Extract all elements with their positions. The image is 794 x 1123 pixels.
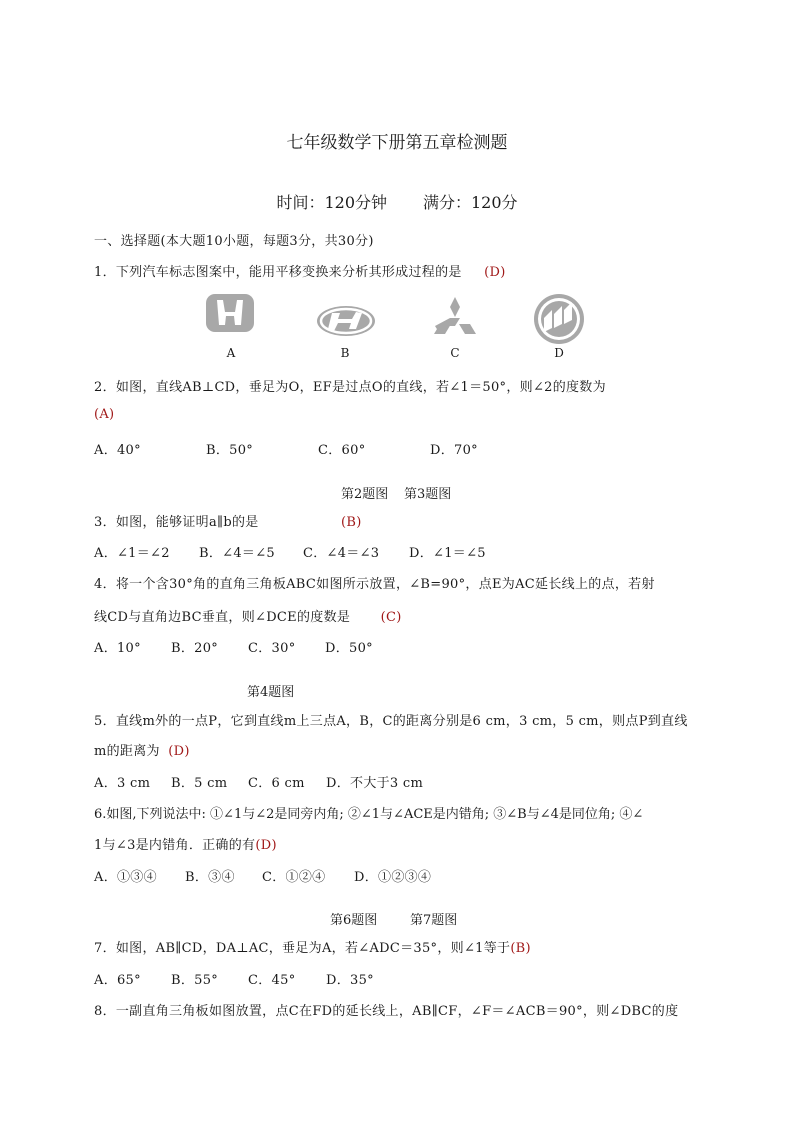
question-text: 线CD与直角边BC垂直，则∠DCE的度数是 [94,610,351,625]
question-7 [94,937,531,956]
answer: (C) [380,610,402,625]
option-a: A．①③④ [94,870,157,885]
option-b: B．5 cm [171,776,228,791]
logo-label-c: C [450,346,460,360]
question-5-line-1: 5．直线m外的一点P，它到直线m上三点A，B，C的距离分别是6 cm，3 cm，5 cm，则点P到直线 [94,714,688,729]
question-text: m的距离为 [94,744,160,759]
figure-caption-4: 第4题图 [247,685,295,700]
answer: (B) [510,941,531,956]
question-6-line-2 [94,834,277,853]
figure-caption-2: 第2题图 [341,487,389,502]
question-6-line-1: 6.如图,下列说法中: ①∠1与∠2是同旁内角; ②∠1与∠ACE是内错角; ③∠B与∠4是同位角; ④∠ [94,807,644,822]
option-d: D．①②③④ [354,870,432,885]
logo-label-d: D [554,346,564,360]
option-b: B．∠4＝∠5 [199,546,275,561]
option-d: D．50° [325,641,373,656]
question-4-line-1: 4．将一个含30°角的直角三角板ABC如图所示放置，∠B=90°，点E为AC延长线上的点，若射 [94,577,655,592]
options-q4 [94,637,373,656]
option-a: A．10° [94,641,141,656]
option-d: D．70° [430,443,478,458]
options-q7 [94,969,374,988]
answer: (D) [484,265,506,280]
options-q6 [94,866,431,885]
option-c: C．60° [318,443,366,458]
option-b: B．③④ [185,870,235,885]
question-8: 8．一副直角三角板如图放置，点C在FD的延长线上，AB∥CF，∠F＝∠ACB＝90°，则∠DBC的度 [94,1004,679,1019]
logo-label-a: A [226,346,236,360]
question-2: 2．如图，直线AB⊥CD，垂足为O，EF是过点O的直线，若∠1＝50°，则∠2的度数为 [94,380,606,395]
figure-caption-7: 第7题图 [410,913,458,928]
options-q3 [94,542,486,561]
option-b: B．50° [206,443,254,458]
option-a: A．65° [94,973,141,988]
option-a: A．∠1＝∠2 [94,546,170,561]
question-1 [94,261,506,280]
question-text: 3．如图，能够证明a∥b的是 [94,515,259,530]
option-b: B．55° [171,973,219,988]
option-b: B．20° [171,641,219,656]
answer: (D) [255,838,277,853]
options-q2 [94,439,478,458]
figure-caption-6: 第6题图 [330,913,378,928]
option-c: C．6 cm [248,776,305,791]
honda-logo-icon [205,293,255,333]
options-q5 [94,772,423,791]
hyundai-logo-icon [316,305,376,337]
question-text: 1与∠3是内错角．正确的有 [94,838,256,853]
question-4-line-2 [94,606,402,625]
answer: (D) [168,744,190,759]
logo-label-b: B [340,346,350,360]
time-limit: 时间：120分钟 [276,193,387,212]
exam-info [0,190,794,213]
answer: (B) [341,515,362,530]
page-title: 七年级数学下册第五章检测题 [286,133,508,153]
option-c: C．∠4＝∠3 [303,546,380,561]
question-3 [94,511,362,530]
option-c: C．①②④ [262,870,326,885]
question-5-line-2 [94,740,190,759]
question-text: 7．如图，AB∥CD，DA⊥AC，垂足为A，若∠ADC＝35°，则∠1等于 [94,941,511,956]
option-c: C．45° [248,973,296,988]
section-heading: 一、选择题(本大题10小题，每题3分，共30分) [94,234,374,249]
option-d: D．不大于3 cm [326,776,424,791]
option-c: C．30° [248,641,296,656]
buick-logo-icon [532,292,586,346]
option-a: A．3 cm [94,776,151,791]
option-a: A．40° [94,443,141,458]
option-d: D．35° [326,973,374,988]
option-d: D．∠1＝∠5 [409,546,486,561]
answer: (A) [94,407,115,422]
figure-caption-3: 第3题图 [404,487,452,502]
mitsubishi-logo-icon [432,296,478,336]
full-score: 满分：120分 [423,193,518,212]
question-text: 1．下列汽车标志图案中，能用平移变换来分析其形成过程的是 [94,265,462,280]
